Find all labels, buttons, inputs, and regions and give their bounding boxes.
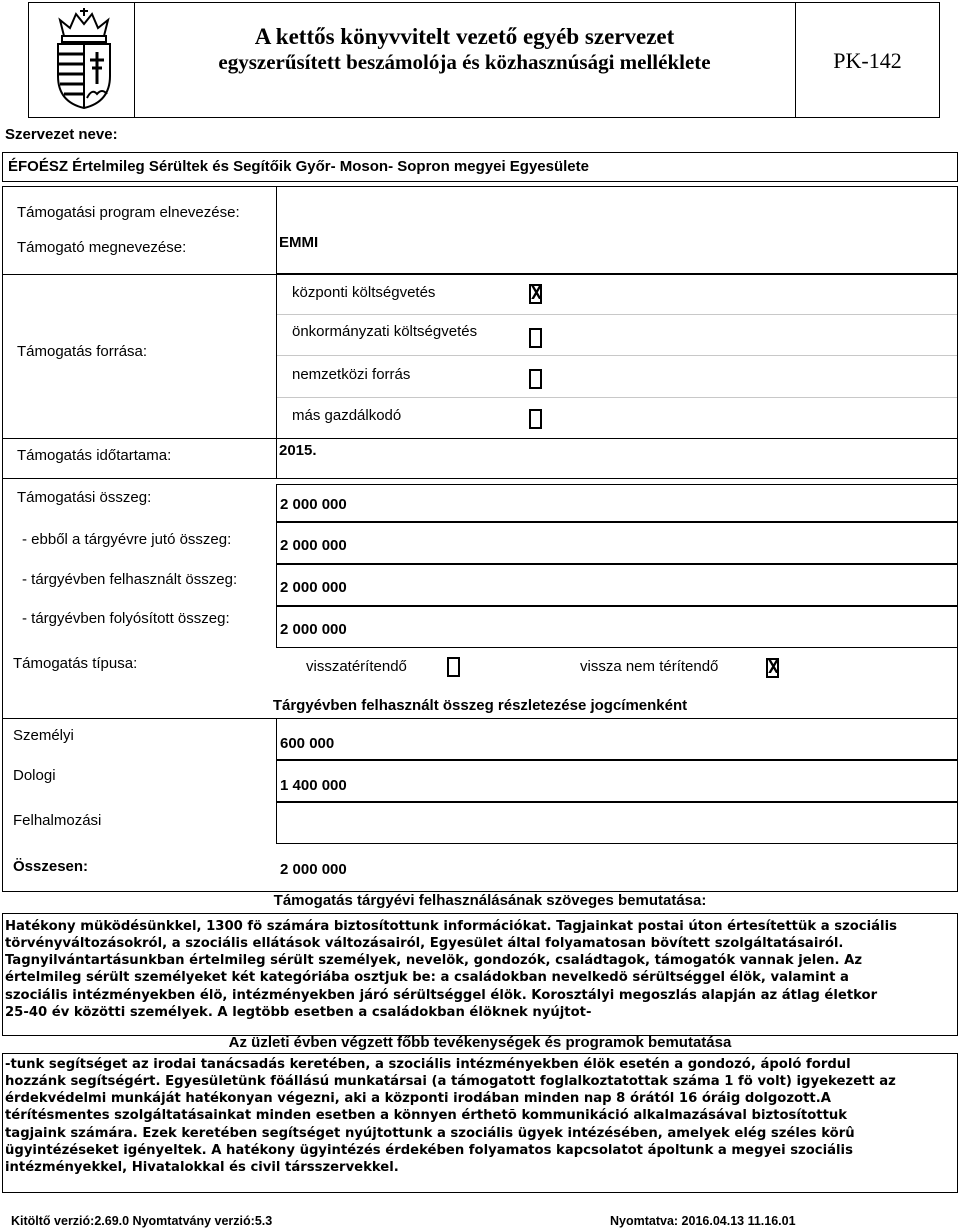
source-row-divider: [277, 355, 957, 356]
duration-value: 2015.: [279, 442, 317, 459]
program-name-label: Támogatási program elnevezése:: [17, 204, 240, 221]
used-amount-value-box[interactable]: [276, 564, 958, 606]
source-central-budget-checkbox[interactable]: X: [531, 283, 542, 304]
refundable-label: visszatérítendő: [306, 658, 407, 675]
form-title-line2: egyszerűsített beszámolója és közhasznúsági melléklete: [218, 50, 711, 74]
row-divider: [2, 478, 958, 479]
activities-text-line: hozzánk segítségért. Egyesületünk föállású munkatársai (a támogatott foglalkoztatottak száma 1 fö volt) igyekezett az: [5, 1074, 896, 1089]
source-option-label: más gazdálkodó: [292, 407, 402, 424]
supporter-value: EMMI: [279, 234, 319, 251]
usage-text-line: értelmileg sérült személyeket két kategóriába osztjuk be: a családokban nevelkedö sérültséggel élök, valamint a: [5, 970, 849, 985]
form-title-line1: A kettős könyvvitelt vezető egyéb szervezet: [254, 24, 675, 49]
activities-text-line: tagjaink számára. Ezek keretében segítséget nyújtottunk a szociális ügyek intézésében, amelyek elég széles körû: [5, 1126, 855, 1141]
coat-of-arms-icon: [50, 6, 118, 110]
activities-text-line: intézményekkel, Hivatalokkal és civil társszervekkel.: [5, 1160, 399, 1175]
year-amount-value-box[interactable]: [276, 522, 958, 564]
organization-label: Szervezet neve:: [5, 126, 118, 143]
organization-name: ÉFOÉSZ Értelmileg Sérültek és Segítőik Győr- Moson- Sopron megyei Egyesülete: [8, 158, 589, 175]
refundable-checkbox[interactable]: [447, 657, 460, 677]
source-row-divider: [277, 397, 957, 398]
activities-text-line: ügyintézéseket igényeltek. A hatékony ügyintézés érdekében folyamatos kapcsolatot ápoltunk a megyei szociális: [5, 1143, 853, 1158]
usage-text-heading: Támogatás tárgyévi felhasználásának szöveges bemutatása:: [273, 892, 707, 909]
year-amount-value: 2 000 000: [280, 537, 347, 554]
material-value-box[interactable]: [276, 760, 958, 802]
activities-text-line: térítésmentes szolgáltatásainkat minden esetben a könnyen érthetõ kommunikáció alkalmazásával biztosítottuk: [5, 1108, 848, 1123]
footer-printed: Nyomtatva: 2016.04.13 11.16.01: [610, 1214, 796, 1228]
amount-label: Támogatási összeg:: [17, 489, 152, 506]
duration-divider: [276, 438, 277, 478]
support-type-label: Támogatás típusa:: [13, 655, 138, 672]
capital-label: Felhalmozási: [13, 812, 102, 829]
disbursed-amount-value: 2 000 000: [280, 621, 347, 638]
activities-heading: Az üzleti évben végzett főbb tevékenységek és programok bemutatása: [228, 1034, 732, 1051]
amount-value: 2 000 000: [280, 496, 347, 513]
usage-text-line: Tagnyilvántartásunkban értelmileg sérült személyek, nevelök, gondozók, családtagok, támogatók vannak jelen. Az: [5, 953, 863, 968]
source-local-budget-checkbox[interactable]: [529, 328, 542, 348]
source-label: Támogatás forrása:: [17, 343, 148, 360]
disbursed-amount-value-box[interactable]: [276, 606, 958, 648]
row-divider: [2, 438, 958, 439]
breakdown-heading: Tárgyévben felhasznált összeg részletezése jogcímenként: [272, 697, 688, 714]
usage-text-line: szociális intézményekben élö, intézményekben járó sérültséggel élök. Korosztályi megoszlás alapján az átlag életkor: [5, 988, 878, 1003]
capital-value-box[interactable]: [276, 802, 958, 844]
program-and-supporter-value-box[interactable]: [276, 186, 958, 274]
source-option-label: önkormányzati költségvetés: [292, 323, 478, 340]
row-divider: [2, 274, 958, 275]
non-refundable-checkbox[interactable]: X: [768, 657, 779, 678]
total-label: Összesen:: [13, 858, 89, 875]
form-code: PK-142: [833, 48, 902, 73]
material-label: Dologi: [13, 767, 56, 784]
amount-value-box[interactable]: [276, 484, 958, 522]
source-international-checkbox[interactable]: [529, 369, 542, 389]
usage-text-line: törvényváltozásokról, a szociális ellátások változásairól, Egyesület által folyamatosan bövített szolgáltatásairól.: [5, 936, 844, 951]
source-other-business-checkbox[interactable]: [529, 409, 542, 429]
footer-version: Kitöltő verzió:2.69.0 Nyomtatvány verzió:5.3: [11, 1214, 273, 1228]
source-option-label: nemzetközi forrás: [292, 366, 411, 383]
disbursed-amount-label: - tárgyévben folyósított összeg:: [22, 610, 230, 627]
source-divider: [276, 274, 277, 438]
used-amount-label: - tárgyévben felhasznált összeg:: [22, 571, 238, 588]
supporter-label: Támogató megnevezése:: [17, 239, 187, 256]
used-amount-value: 2 000 000: [280, 579, 347, 596]
activities-text-line: érdekvédelmi munkáját hatékonyan végezni, aki a központi irodában minden nap 8 órától 16 óráig dolgozott.A: [5, 1091, 831, 1106]
source-row-divider: [277, 314, 957, 315]
year-amount-label: - ebből a tárgyévre jutó összeg:: [22, 531, 232, 548]
usage-text-line: Hatékony müködésünkkel, 1300 fö számára biztosítottunk információkat. Tagjainkat postai úton értesítettük a szociális: [5, 919, 897, 934]
total-value: 2 000 000: [280, 861, 347, 878]
material-value: 1 400 000: [280, 777, 347, 794]
non-refundable-label: vissza nem térítendő: [580, 658, 719, 675]
duration-label: Támogatás időtartama:: [17, 447, 172, 464]
activities-text-line: -tunk segítséget az irodai tanácsadás keretében, a szociális intézményekben élök esetén a gondozó, ápoló fordul: [5, 1057, 851, 1072]
usage-text-line: 25-40 év közötti személyek. A legtöbb esetben a családokban élöknek nyújtot-: [5, 1005, 592, 1020]
personal-value: 600 000: [280, 735, 335, 752]
personal-value-box[interactable]: [276, 718, 958, 760]
source-option-label: központi költségvetés: [292, 284, 436, 301]
personal-label: Személyi: [13, 727, 74, 744]
